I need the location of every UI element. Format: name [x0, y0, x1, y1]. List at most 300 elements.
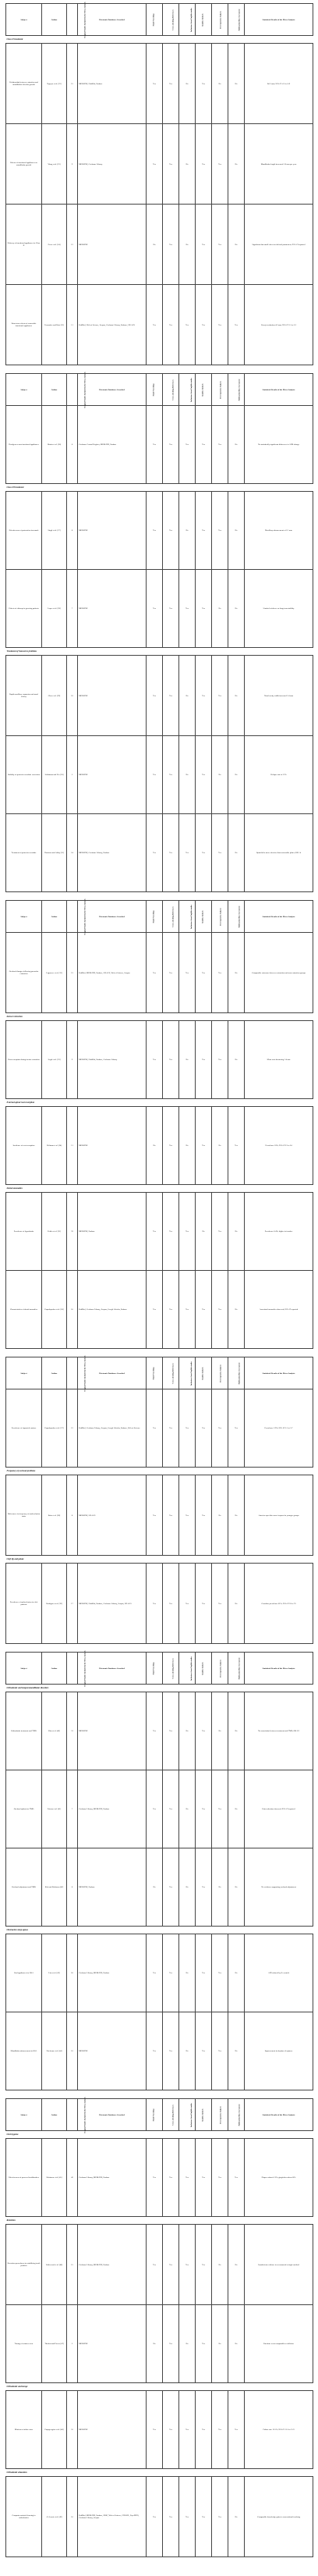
review-table — [5, 3, 313, 365]
section-heading-row — [6, 1927, 313, 1934]
cell-cross: Yes — [163, 933, 179, 1013]
cell-het: No — [212, 736, 228, 814]
column-header-quality: Quality Analysis — [196, 1357, 212, 1389]
cell-hand: No — [147, 1848, 163, 1927]
cell-nonenglish: No — [179, 2012, 196, 2090]
column-header-databases: Electronic Databases Searched — [78, 4, 147, 36]
table-block — [5, 1652, 313, 2090]
table-row — [6, 2139, 313, 2217]
column-header-nonenglish: Inclusion of non English studies — [179, 374, 196, 406]
cell-n: 15 — [67, 2225, 78, 2305]
cell-nonenglish: Yes — [179, 285, 196, 365]
cell-het: No — [212, 1107, 228, 1185]
section-heading-row — [6, 648, 313, 656]
column-header-bias: Publication Bias Assessment — [228, 2099, 245, 2131]
cell-bias: Yes — [228, 285, 245, 365]
cell-hand: Yes — [147, 1021, 163, 1099]
cell-cross: Yes — [163, 492, 179, 570]
cell-hand: Yes — [147, 1770, 163, 1848]
cell-quality: Yes — [196, 492, 212, 570]
cell-nonenglish: Yes — [179, 2391, 196, 2469]
cell-quality: Yes — [196, 1934, 212, 2012]
cell-result: No evidence supporting occlusal adjustment — [245, 1848, 313, 1927]
cell-het: No — [212, 1848, 228, 1927]
cell-cross: Yes — [163, 2391, 179, 2469]
cell-result: Insufficient evidence to recommend a single method — [245, 2225, 313, 2305]
cell-hand: Yes — [147, 814, 163, 892]
column-header-quality: Quality Analysis — [196, 1653, 212, 1685]
cell-n: 14 — [67, 814, 78, 892]
cell-nonenglish: Yes — [179, 814, 196, 892]
column-header-heterogeneity: Heterogeneity Analysis — [212, 4, 228, 36]
cell-nonenglish: No — [179, 1848, 196, 1927]
column-header-heterogeneity: Heterogeneity Analysis — [212, 1653, 228, 1685]
cell-het: No — [212, 570, 228, 648]
cell-author: Al-Jewair et al. [49] — [42, 2477, 67, 2557]
cell-cross: Yes — [163, 406, 179, 484]
table-row — [6, 570, 313, 648]
cell-cross: Yes — [163, 2139, 179, 2217]
review-table — [5, 1357, 313, 1644]
section-heading-row — [6, 1468, 313, 1475]
column-header-subject: Subject — [6, 1653, 42, 1685]
column-header-studies: Original Studies Included in the Meta-Analysis — [67, 374, 78, 406]
cell-db: PubMed, MEDLINE, Embase, LILACS, Web of Science, Scopus — [78, 933, 147, 1013]
cell-cross: Yes — [163, 44, 179, 124]
column-header-bias: Publication Bias Assessment — [228, 901, 245, 933]
cell-bias: No — [228, 656, 245, 736]
column-header-databases: Electronic Databases Searched — [78, 1357, 147, 1389]
cell-n: 8 — [67, 1475, 78, 1556]
cell-quality: Yes — [196, 1475, 212, 1556]
cell-het: Yes — [212, 124, 228, 205]
cell-db: MEDLINE, Embase — [78, 1193, 147, 1271]
cell-subject: Occlusal adjustment and TMD — [6, 1848, 42, 1927]
header-row — [6, 2099, 313, 2131]
cell-n: 31 — [67, 1692, 78, 1770]
cell-cross: Yes — [163, 570, 179, 648]
cell-hand: Yes — [147, 933, 163, 1013]
column-header-author: Author — [42, 4, 67, 36]
cell-quality: Yes — [196, 2477, 212, 2557]
cell-n: 16 — [67, 1934, 78, 2012]
cell-author: Lagravere et al. [32] — [42, 933, 67, 1013]
table-row — [6, 1848, 313, 1927]
cell-hand: Yes — [147, 1934, 163, 2012]
cell-db: MEDLINE — [78, 2305, 147, 2383]
cell-db: MEDLINE, Cochrane Library — [78, 124, 147, 205]
cell-quality: Yes — [196, 2391, 212, 2469]
cell-nonenglish: No — [179, 1692, 196, 1770]
table-block — [5, 373, 313, 892]
column-header-studies: Original Studies Included in the Meta-Analysis — [67, 2099, 78, 2131]
cell-result: Comparable outcomes between extraction and non-extraction groups — [245, 933, 313, 1013]
column-header-cross: Cross-checking References — [163, 4, 179, 36]
column-header-hand: Hand Searching — [147, 2099, 163, 2131]
column-header-quality: Quality Analysis — [196, 901, 212, 933]
table-row — [6, 1193, 313, 1271]
cell-n: 33 — [67, 1193, 78, 1271]
cell-author: Okafor et al. [26] — [42, 406, 67, 484]
cell-subject: Rapid maxillary expansion and nasal airway — [6, 656, 42, 736]
cell-het: Yes — [212, 2477, 228, 2557]
cell-het: Yes — [212, 2139, 228, 2217]
cell-nonenglish: No — [179, 44, 196, 124]
cell-n: 42 — [67, 2139, 78, 2217]
cell-cross: Yes — [163, 1107, 179, 1185]
document-page — [5, 3, 313, 2557]
cell-n: 5 — [67, 2305, 78, 2383]
cell-hand: Yes — [147, 124, 163, 205]
cell-db: MEDLINE — [78, 1107, 147, 1185]
table-row — [6, 2305, 313, 2383]
cell-quality: Yes — [196, 2012, 212, 2090]
table-row — [6, 814, 313, 892]
section-heading-row — [6, 1556, 313, 1564]
cell-nonenglish: Yes — [179, 1389, 196, 1468]
column-header-heterogeneity: Heterogeneity Analysis — [212, 2099, 228, 2131]
section-heading: Orthodontic anchorage — [6, 2383, 313, 2391]
column-header-result: Statistical Results of the Meta-Analysis — [245, 1653, 313, 1685]
cell-result: Significant but small effect on skeletal parameters; 95% CI reported — [245, 205, 313, 285]
cell-db: MEDLINE — [78, 656, 147, 736]
cell-author: Fernandez and Ruiz [25] — [42, 285, 67, 365]
cell-cross: Yes — [163, 1021, 179, 1099]
table-row — [6, 1021, 313, 1099]
column-header-cross: Cross-checking References — [163, 374, 179, 406]
cell-bias: No — [228, 1193, 245, 1271]
column-header-subject: Subject — [6, 4, 42, 36]
column-header-bias: Publication Bias Assessment — [228, 374, 245, 406]
column-header-nonenglish: Inclusion of non English studies — [179, 1653, 196, 1685]
cell-cross: Yes — [163, 2305, 179, 2383]
cell-subject: Occlusal splints for TMD — [6, 1770, 42, 1848]
cell-hand: Yes — [147, 656, 163, 736]
cell-author: Fricton et al. [41] — [42, 1770, 67, 1848]
column-header-nonenglish: Inclusion of non English studies — [179, 4, 196, 36]
cell-nonenglish: Yes — [179, 2225, 196, 2305]
table-row — [6, 2391, 313, 2469]
cell-subject: Prevalence of hypodontia — [6, 1193, 42, 1271]
section-heading-row — [6, 2217, 313, 2225]
cell-result: Associated anomalies observed; 95% CI reported — [245, 1271, 313, 1349]
cell-bias: Yes — [228, 1389, 245, 1468]
cell-author: Thickett and Power [47] — [42, 2305, 67, 2383]
cell-result: Mean root shortening 1.4 mm — [245, 1021, 313, 1099]
cell-n: 5 — [67, 736, 78, 814]
cell-hand: Yes — [147, 492, 163, 570]
cell-result: Part-time wear comparable to full-time — [245, 2305, 313, 2383]
cell-bias: No — [228, 1021, 245, 1099]
cell-db: Cochrane Central Register, MEDLINE, Embase — [78, 406, 147, 484]
column-header-subject: Subject — [6, 374, 42, 406]
cell-result: Comparable knowledge gains to conventional teaching — [245, 2477, 313, 2557]
cell-quality: Yes — [196, 736, 212, 814]
cell-quality: Yes — [196, 2225, 212, 2305]
cell-hand: Yes — [147, 2139, 163, 2217]
cell-het: No — [212, 2305, 228, 2383]
section-heading-row — [6, 1013, 313, 1021]
cell-nonenglish: Yes — [179, 1564, 196, 1644]
cell-quality: Yes — [196, 1564, 212, 1644]
cell-n: 6 — [67, 1848, 78, 1927]
cell-quality: Yes — [196, 1770, 212, 1848]
cell-subject: Miniscrew failure rates — [6, 2391, 42, 2469]
cell-subject: Retention procedures for stabilizing tooth position — [6, 2225, 42, 2305]
cell-quality: Yes — [196, 124, 212, 205]
column-header-nonenglish: Inclusion of non English studies — [179, 901, 196, 933]
cell-bias: No — [228, 1934, 245, 2012]
cell-author: Chen et al. [29] — [42, 656, 67, 736]
cell-author: Harrison and Ashby [31] — [42, 814, 67, 892]
cell-db: MEDLINE — [78, 2391, 147, 2469]
cell-author: Polder et al. [35] — [42, 1193, 67, 1271]
cell-het: Yes — [212, 814, 228, 892]
cell-cross: Yes — [163, 1848, 179, 1927]
cell-bias: No — [228, 2225, 245, 2305]
cell-bias: No — [228, 2012, 245, 2090]
cell-nonenglish: No — [179, 492, 196, 570]
cell-nonenglish: No — [179, 2305, 196, 2383]
cell-db: MEDLINE — [78, 2012, 147, 2090]
cell-subject: Differences in frequency of malocclusion traits — [6, 1475, 42, 1556]
cell-het: Yes — [212, 492, 228, 570]
cell-subject: Headgear versus functional appliances — [6, 406, 42, 484]
cell-result: Nasal cavity width increased 2.4 mm — [245, 656, 313, 736]
section-heading-row — [6, 2131, 313, 2139]
cell-cross: Yes — [163, 1564, 179, 1644]
cell-result: Limited evidence on long-term stability — [245, 570, 313, 648]
column-header-databases: Electronic Databases Searched — [78, 374, 147, 406]
section-heading: Orthodontic and temporomandibular disorders — [6, 1685, 313, 1692]
cell-het: Yes — [212, 406, 228, 484]
cell-bias: No — [228, 124, 245, 205]
cell-hand: Yes — [147, 2012, 163, 2090]
section-heading: Cleft lip and palate — [6, 1556, 313, 1564]
cell-cross: Yes — [163, 2477, 179, 2557]
cell-nonenglish: Yes — [179, 933, 196, 1013]
section-heading: Treatment of transverse problems — [6, 648, 313, 656]
table-row — [6, 492, 313, 570]
table-block — [5, 900, 313, 1349]
cell-subject: Effects of functional appliances on mandibular growth — [6, 124, 42, 205]
cell-hand: Yes — [147, 44, 163, 124]
cell-n: 11 — [67, 1107, 78, 1185]
cell-n: 11 — [67, 285, 78, 365]
cell-subject: Characteristics of dental anomalies — [6, 1271, 42, 1349]
cell-hand: Yes — [147, 2477, 163, 2557]
cell-quality: No — [196, 1193, 212, 1271]
cell-result: Overjet reduction 4.2 mm; 95% CI 3.1 to 5.3 — [245, 285, 313, 365]
review-table — [5, 1652, 313, 2090]
table-row — [6, 1475, 313, 1556]
section-heading-row — [6, 1185, 313, 1193]
cell-subject: Computer-assisted learning in orthodontics — [6, 2477, 42, 2557]
column-header-cross: Cross-checking References — [163, 1357, 179, 1389]
cell-bias: No — [228, 1848, 245, 1927]
column-header-studies: Original Studies Included in the Meta-Analysis — [67, 1357, 78, 1389]
cell-n: 10 — [67, 656, 78, 736]
cell-quality: Yes — [196, 814, 212, 892]
cell-n: 8 — [67, 492, 78, 570]
column-header-result: Statistical Results of the Meta-Analysis — [245, 1357, 313, 1389]
cell-bias: No — [228, 2477, 245, 2557]
cell-result: Plaque reduced 11%; gingivitis reduced 6% — [245, 2139, 313, 2217]
cell-result: Pain reduction observed; 95% CI reported — [245, 1770, 313, 1848]
column-header-hand: Hand Searching — [147, 4, 163, 36]
cell-bias: No — [228, 933, 245, 1013]
cell-cross: Yes — [163, 2012, 179, 2090]
cell-quality: Yes — [196, 2139, 212, 2217]
section-heading: External apical root resorption — [6, 1099, 313, 1107]
cell-hand: Yes — [147, 1692, 163, 1770]
review-table — [5, 900, 313, 1349]
cell-het: Yes — [212, 1021, 228, 1099]
cell-nonenglish: No — [179, 1934, 196, 2012]
column-header-heterogeneity: Heterogeneity Analysis — [212, 374, 228, 406]
cell-result: No association between treatment and TMD; OR 0.9 — [245, 1692, 313, 1770]
cell-het: Yes — [212, 1389, 228, 1468]
column-header-result: Statistical Results of the Meta-Analysis — [245, 901, 313, 933]
table-row — [6, 1770, 313, 1848]
cell-cross: Yes — [163, 1193, 179, 1271]
cell-db: Cochrane Library, MEDLINE, Embase — [78, 2139, 147, 2217]
column-header-subject: Subject — [6, 901, 42, 933]
cell-author: Littlewood et al. [46] — [42, 2225, 67, 2305]
section-heading: Frequency of occlusal problems — [6, 1468, 313, 1475]
table-row — [6, 1107, 313, 1185]
column-header-hand: Hand Searching — [147, 901, 163, 933]
table-row — [6, 406, 313, 484]
section-heading-row — [6, 36, 313, 44]
cell-n: 7 — [67, 570, 78, 648]
cell-author: Weltman et al. [34] — [42, 1107, 67, 1185]
cell-author: Segal et al. [33] — [42, 1021, 67, 1099]
cell-hand: Yes — [147, 1193, 163, 1271]
cell-nonenglish: No — [179, 1107, 196, 1185]
table-row — [6, 1271, 313, 1349]
cell-nonenglish: Yes — [179, 1475, 196, 1556]
cell-subject: Root resorption during incisor retraction — [6, 1021, 42, 1099]
cell-bias: No — [228, 736, 245, 814]
cell-hand: Yes — [147, 736, 163, 814]
cell-n: 15 — [67, 44, 78, 124]
cell-author: Wang et al. [23] — [42, 124, 67, 205]
cell-author: Rodrigues et al. [39] — [42, 1564, 67, 1644]
cell-db: Cochrane Library, MEDLINE, Embase — [78, 1770, 147, 1848]
cell-db: MEDLINE, PubMed, Embase — [78, 44, 147, 124]
table-block — [5, 1357, 313, 1644]
cell-nonenglish: No — [179, 656, 196, 736]
cell-subject: Relationship between extraction and mandibular/ alveolar growth — [6, 44, 42, 124]
cell-nonenglish: Yes — [179, 1271, 196, 1349]
header-row — [6, 374, 313, 406]
cell-bias: No — [228, 1692, 245, 1770]
cell-db: PubMed, Cochrane Library, Scopus, Google Scholar, Embase, Web of Science — [78, 1389, 147, 1468]
cell-cross: Yes — [163, 1389, 179, 1468]
cell-hand: Yes — [147, 285, 163, 365]
cell-het: Yes — [212, 1934, 228, 2012]
cell-bias: No — [228, 814, 245, 892]
cell-quality: Yes — [196, 1021, 212, 1099]
cell-bias: No — [228, 1564, 245, 1644]
section-heading: Oral hygiene — [6, 2131, 313, 2139]
cell-result: Crossbite prevalence 61%; 95% CI 52 to 70 — [245, 1564, 313, 1644]
cell-result: Anterior open bite more frequent in younger groups — [245, 1475, 313, 1556]
cell-db: MEDLINE, LILACS — [78, 1475, 147, 1556]
cell-n: 17 — [67, 1564, 78, 1644]
cell-db: MEDLINE, PubMed, Embase, Cochrane Library, Scopus, LILACS — [78, 1564, 147, 1644]
cell-n: 12 — [67, 205, 78, 285]
cell-result: Quad-helix more effective than removable plates; RR 1.4 — [245, 814, 313, 892]
cell-quality: Yes — [196, 1692, 212, 1770]
table-row — [6, 124, 313, 205]
cell-quality: Yes — [196, 406, 212, 484]
cell-author: Papageorgiou et al. [48] — [42, 2391, 67, 2469]
cell-quality: Yes — [196, 656, 212, 736]
cell-het: Yes — [212, 1271, 228, 1349]
cell-bias: No — [228, 406, 245, 484]
cell-n: 9 — [67, 1021, 78, 1099]
column-header-cross: Cross-checking References — [163, 2099, 179, 2131]
cell-nonenglish: Yes — [179, 1193, 196, 1271]
cell-db: PubMed, Web of Science, Scopus, Cochrane Library, Embase, LILACS — [78, 285, 147, 365]
cell-het: Yes — [212, 205, 228, 285]
cell-bias: Yes — [228, 2391, 245, 2469]
cell-hand: Yes — [147, 1271, 163, 1349]
cell-n: 10 — [67, 2012, 78, 2090]
column-header-databases: Electronic Databases Searched — [78, 2099, 147, 2131]
cell-het: No — [212, 1475, 228, 1556]
cell-author: Brito et al. [38] — [42, 1475, 67, 1556]
cell-db: MEDLINE — [78, 570, 147, 648]
cell-cross: Yes — [163, 2225, 179, 2305]
cell-result: Improvement in daytime sleepiness — [245, 2012, 313, 2090]
cell-n: 52 — [67, 2391, 78, 2469]
cell-result: Maxillary advancement of 2.1 mm — [245, 492, 313, 570]
cell-subject: Oral appliances for OSA — [6, 1934, 42, 2012]
column-header-hand: Hand Searching — [147, 374, 163, 406]
cell-quality: Yes — [196, 1389, 212, 1468]
section-heading: Class II treatment — [6, 36, 313, 44]
table-block — [5, 2098, 313, 2557]
cell-db: PubMed, Cochrane Library, Scopus, Google Scholar, Embase — [78, 1271, 147, 1349]
table-row — [6, 1564, 313, 1644]
cell-quality: Yes — [196, 1271, 212, 1349]
cell-author: Lim et al. [43] — [42, 1934, 67, 2012]
table-row — [6, 285, 313, 365]
cell-het: Yes — [212, 1564, 228, 1644]
cell-het: Yes — [212, 285, 228, 365]
cell-subject: Orthodontic treatment and TMD — [6, 1692, 42, 1770]
cell-author: Robinson et al. [45] — [42, 2139, 67, 2217]
cell-result: Relapse rate of 12% — [245, 736, 313, 814]
cell-result: Prevalence 6.4%; higher in females — [245, 1193, 313, 1271]
cell-nonenglish: Yes — [179, 2477, 196, 2557]
column-header-result: Statistical Results of the Meta-Analysis — [245, 4, 313, 36]
cell-subject: Stability of posterior crossbite correction — [6, 736, 42, 814]
cell-db: MEDLINE, Embase — [78, 1848, 147, 1927]
review-table — [5, 2098, 313, 2557]
cell-nonenglish: No — [179, 1770, 196, 1848]
cell-subject: Effectiveness of protraction facemask — [6, 492, 42, 570]
column-header-subject: Subject — [6, 2099, 42, 2131]
cell-author: Singh et al. [27] — [42, 492, 67, 570]
cell-subject: Efficacy of functional appliances in Class II — [6, 205, 42, 285]
table-row — [6, 2225, 313, 2305]
column-header-bias: Publication Bias Assessment — [228, 4, 245, 36]
cell-subject: Treatment of posterior crossbite — [6, 814, 42, 892]
